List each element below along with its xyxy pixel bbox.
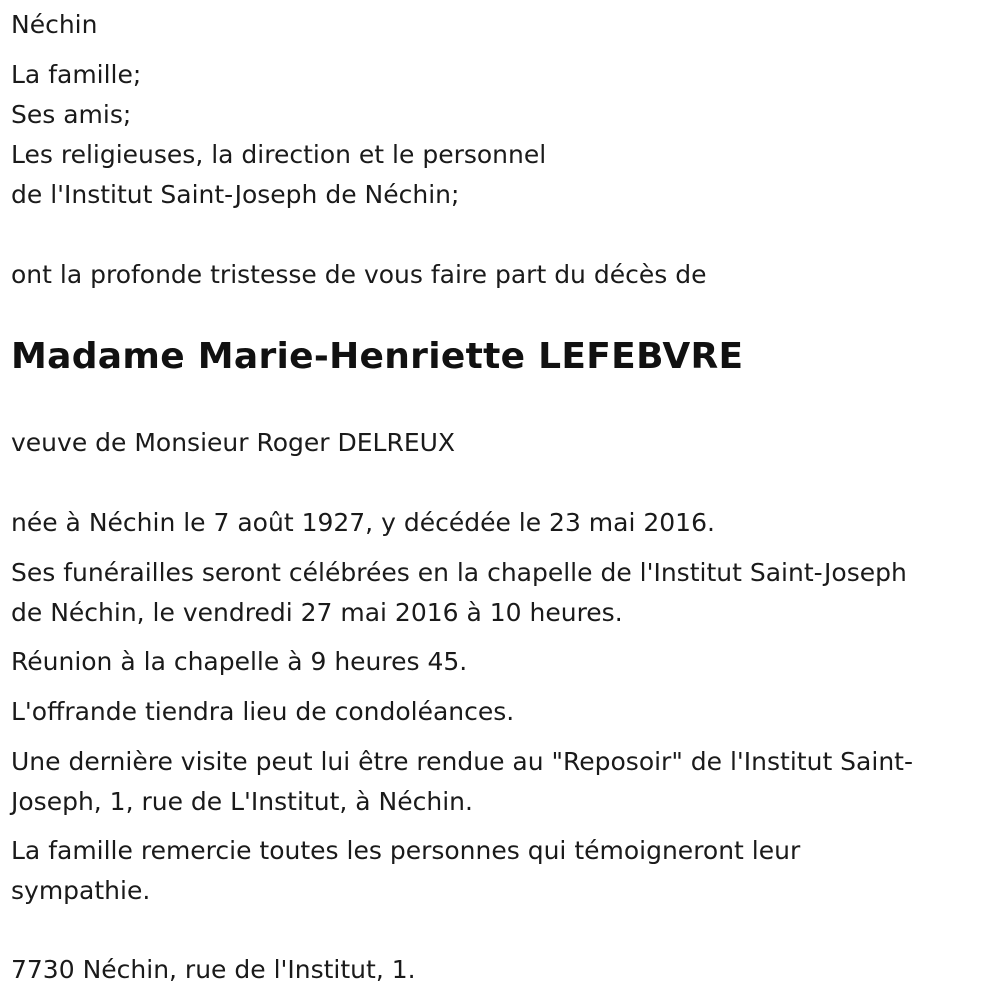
notice-intro: ont la profonde tristesse de vous faire part du décès de bbox=[11, 260, 707, 289]
visit-line: Une dernière visite peut lui être rendue au "Reposoir" de l'Institut Saint- bbox=[11, 747, 913, 776]
deceased-name: Madame Marie-Henriette LEFEBVRE bbox=[11, 336, 744, 377]
family-line: Ses amis; bbox=[11, 100, 132, 129]
meeting-time: Réunion à la chapelle à 9 heures 45. bbox=[11, 647, 468, 676]
funeral-line: de Néchin, le vendredi 27 mai 2016 à 10 heures. bbox=[11, 598, 623, 627]
funeral-line: Ses funérailles seront célébrées en la chapelle de l'Institut Saint-Joseph bbox=[11, 558, 907, 587]
birth-death-dates: née à Néchin le 7 août 1927, y décédée le 23 mai 2016. bbox=[11, 508, 715, 537]
family-line: de l'Institut Saint-Joseph de Néchin; bbox=[11, 180, 460, 209]
family-address: 7730 Néchin, rue de l'Institut, 1. bbox=[11, 955, 416, 984]
family-thanks bbox=[11, 831, 800, 911]
visit-line: Joseph, 1, rue de L'Institut, à Néchin. bbox=[11, 787, 473, 816]
funeral-details bbox=[11, 553, 907, 633]
family-list bbox=[11, 55, 546, 215]
family-line: Les religieuses, la direction et le personnel bbox=[11, 140, 547, 169]
notice-place: Néchin bbox=[11, 10, 98, 39]
thanks-line: La famille remercie toutes les personnes qui témoigneront leur bbox=[11, 836, 801, 865]
visit-details bbox=[11, 742, 913, 822]
thanks-line: sympathie. bbox=[11, 876, 151, 905]
family-line: La famille; bbox=[11, 60, 142, 89]
offering-note: L'offrande tiendra lieu de condoléances. bbox=[11, 697, 515, 726]
widow-of: veuve de Monsieur Roger DELREUX bbox=[11, 428, 456, 457]
